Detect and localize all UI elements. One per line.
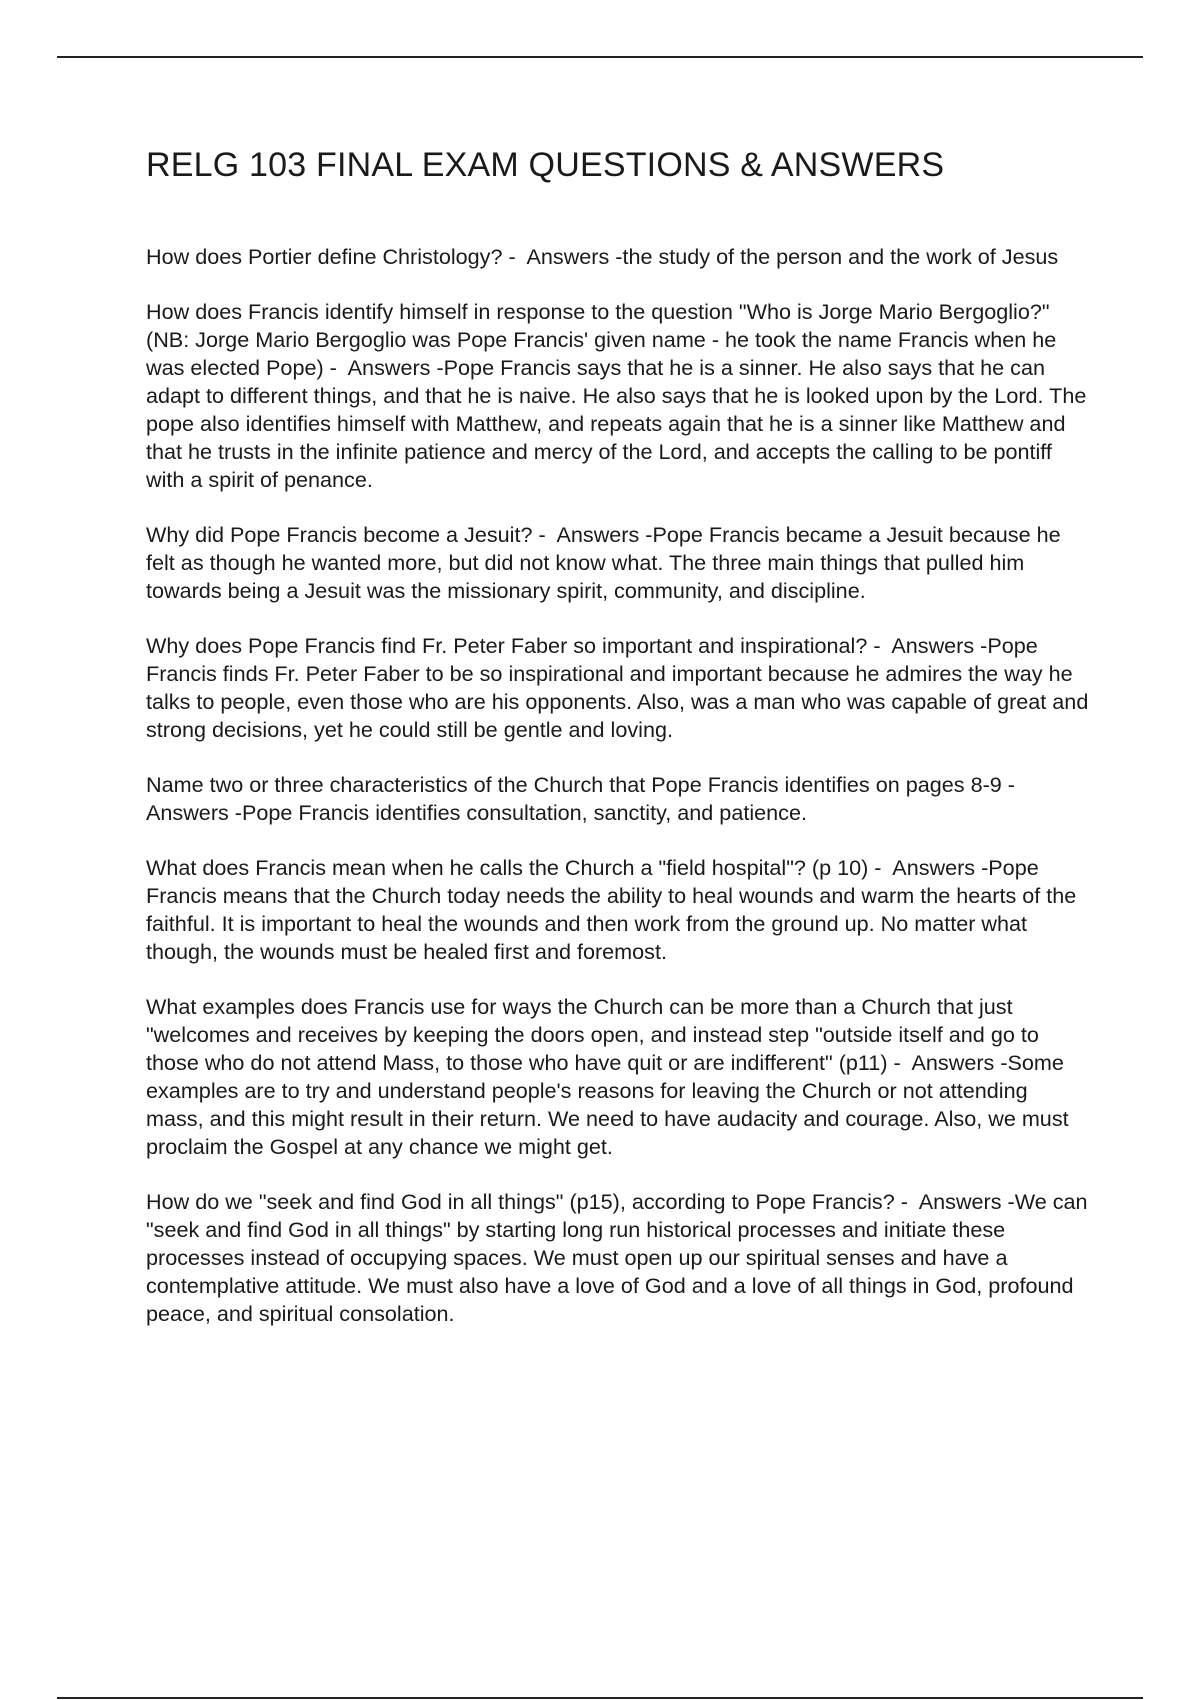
question-text: How does Portier define Christology? -: [146, 244, 522, 269]
qa-item-2: [146, 298, 1093, 494]
bottom-rule: [57, 1697, 1143, 1699]
question-text: Name two or three characteristics of the Church that Pope Francis identifies on pages 8-9 -: [146, 772, 1021, 797]
top-rule: [57, 56, 1143, 58]
question-text: How does Francis identify himself in response to the question "Who is Jorge Mario Bergoglio?" (NB: Jorge Mario Bergoglio was Pope Francis' given name - he took the name Francis when he was elected Pope) -: [146, 299, 1063, 380]
answer-text: Answers -the study of the person and the work of Jesus: [521, 244, 1059, 269]
question-text: What examples does Francis use for ways the Church can be more than a Church that just "welcomes and receives by keeping the doors open, and instead step "outside itself and go to those who do not attend Mass, to those who have quit or are indifferent" (p11) -: [146, 994, 1045, 1075]
answer-text: Answers -Pope Francis finds Fr. Peter Faber to be so inspirational and important because he admires the way he talks to people, even those who are his opponents. Also, was a man who was capable of great and strong decisions, yet he could still be gentle and loving.: [146, 633, 1095, 742]
question-text: Why does Pope Francis find Fr. Peter Faber so important and inspirational? -: [146, 633, 887, 658]
answer-text: Answers -Some examples are to try and understand people's reasons for leaving the Church or not attending mass, and this might result in their return. We need to have audacity and courage. Also, we must proclaim the Gospel at any chance we might get.: [146, 1050, 1075, 1159]
question-text: What does Francis mean when he calls the Church a "field hospital"? (p 10) -: [146, 855, 888, 880]
answer-text: Answers -Pope Francis became a Jesuit because he felt as though he wanted more, but did not know what. The three main things that pulled him towards being a Jesuit was the missionary spirit, community, and discipline.: [146, 522, 1067, 603]
answer-text: Answers -We can "seek and find God in all things" by starting long run historical processes and initiate these processes instead of occupying spaces. We must open up our spiritual senses and have a contemplative attitude. We must also have a love of God and a love of all things in God, profound peace, and spiritual consolation.: [146, 1189, 1094, 1326]
qa-item-6: [146, 854, 1090, 966]
qa-item-8: [146, 1188, 1094, 1328]
question-text: How do we "seek and find God in all things" (p15), according to Pope Francis? -: [146, 1189, 914, 1214]
qa-item-5: [146, 771, 1090, 827]
qa-item-1: [146, 243, 1090, 271]
qa-item-4: [146, 632, 1095, 744]
qa-list: [146, 243, 1095, 1355]
document-title: RELG 103 FINAL EXAM QUESTIONS & ANSWERS: [146, 146, 945, 184]
answer-text: Answers -Pope Francis identifies consultation, sanctity, and patience.: [146, 772, 1026, 825]
question-text: Why did Pope Francis become a Jesuit? -: [146, 522, 552, 547]
answer-text: Answers -Pope Francis says that he is a sinner. He also says that he can adapt to different things, and that he is naive. He also says that he is looked upon by the Lord. The pope also identifies himself with Matthew, and repeats again that he is a sinner like Matthew and that he trusts in the infinite patience and mercy of the Lord, and accepts the calling to be pontiff with a spirit of penance.: [146, 355, 1093, 492]
answer-text: Answers -Pope Francis means that the Church today needs the ability to heal wounds and warm the hearts of the faithful. It is important to heal the wounds and then work from the ground up. No matter what though, the wounds must be healed first and foremost.: [146, 855, 1083, 964]
qa-item-7: [146, 993, 1090, 1161]
qa-item-3: [146, 521, 1090, 605]
